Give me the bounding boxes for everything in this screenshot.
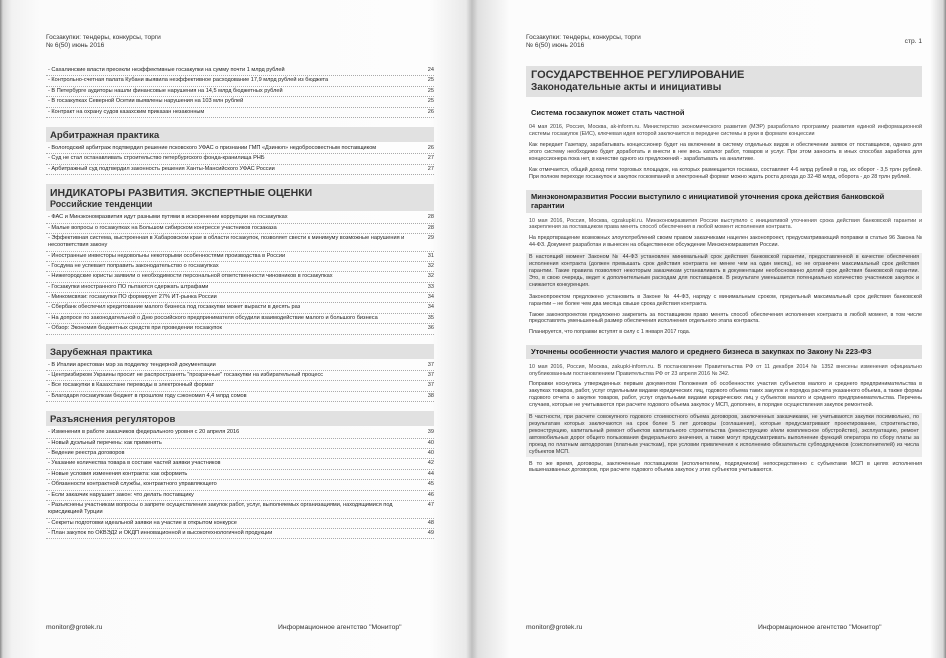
section-subtitle: Законодательные акты и инициативы [531, 82, 722, 93]
toc-item[interactable] [46, 154, 434, 164]
toc-item[interactable] [46, 234, 434, 252]
toc-item-page: 29 [427, 234, 434, 241]
toc-item-title: - Контрольно-счетная палата Кубани выявила неэффективное расходование 17,9 млрд рублей из бюджета [48, 77, 329, 84]
right-page [526, 0, 922, 658]
article-lead: 10 мая 2016, Россия, Москва, cgzakupki.ru. Минэкономразвития России выступило с инициативой уточнения срока действия банковской гарантии и закрепления за поставщиком права менять способ обеспечения в любой момент исполнения контракта. [529, 217, 922, 231]
toc-item-title: - Указание количества товара в составе частей заявки участников [48, 460, 221, 467]
toc-item-page: 39 [427, 429, 434, 436]
toc-item-title: - Госдума не успевает поправить законодательство о госзакупках [48, 262, 219, 269]
toc-item-title: - На допросе по законодательной о Дню российского предпринимателя обсудили взаимодействие малого и большого бизнеса [48, 314, 378, 321]
toc-item-page: 25 [427, 77, 434, 84]
header-title: Госзакупки: тендеры, конкурсы, торги [526, 34, 641, 41]
toc-item-title: - Иностранные инвесторы недовольны некоторыми особенностями производства в России [48, 252, 286, 259]
toc-item-title: - Новые условия изменения контракта: как оформить [48, 470, 188, 477]
article-paragraph: В настоящий момент Законом № 44-ФЗ установлен минимальный срок действия банковской гарантии, предоставленной в качестве обеспечения исполнения контракта (должен превышать срок действия контракта не менее чем на один месяц), но не ограничен максимальный срок действия гарантии. Такие правила позволяют некоторым заказчикам устанавливать в документации необоснованно долгий срок действия банковской гарантии. Это, в свою очередь, ведет к дополнительным расходам для поставщиков. В результате уменьшается потенциально количество участников закупок и снижается конкуренция. [526, 253, 922, 290]
left-footer [46, 624, 434, 631]
toc-item[interactable] [46, 272, 434, 282]
toc-section-subtitle: Российские тенденции [50, 199, 153, 210]
toc-item[interactable] [46, 491, 434, 501]
toc-item-title: - Нижегородские юристы заявили о необходимости персональной ответственности чиновников в госзакупках [48, 273, 333, 280]
toc-item[interactable] [46, 314, 434, 324]
toc-item-title: - В Италии арестован мэр за подделку тендерной документации [48, 361, 216, 368]
article-title[interactable]: Система госзакупок может стать частной [531, 108, 685, 117]
toc-item-title: - В госзакупках Северной Осетии выявлены нарушения на 103 млн рублей [48, 98, 244, 105]
toc-item-page: 37 [427, 382, 434, 389]
toc-item-title: - Разъяснены участникам вопросы о запрете осуществления закупок работ, услуг, выполняемых организациями, находящимися под юрисдикцией Турции [48, 501, 393, 516]
toc-section-title: Зарубежная практика [46, 344, 434, 359]
header-title: Госзакупки: тендеры, конкурсы, торги [46, 34, 161, 41]
toc-group [46, 344, 434, 403]
toc-item-title: - Сбербанк обеспечил кредитование малого бизнеса под госзакупки может вырасти в десять раз [48, 304, 301, 311]
toc-item-title: - Эффективная система, выстроенная в Хабаровском крае в области госзакупок, позволяет свести к минимуму возможные нарушения и несоответствия закону [48, 234, 405, 249]
toc-item-title: - Минкомсвязи: госзакупки ПО формирует 27% ИТ-рынка России [48, 294, 217, 301]
toc-item-title: - Госзакупки иностранного ПО пытаются сдержать штрафами [48, 283, 209, 290]
footer-email[interactable]: monitor@grotek.ru [46, 624, 103, 631]
toc-item-title: - Сахалинские власти пресекли неэффективные госзакупки на сумму почти 1 млрд рублей [48, 67, 285, 73]
table-of-contents [46, 66, 434, 539]
article-paragraph: Поправки коснулись утвержденных первым документом Положения об особенностях участия субъектов малого и среднего предпринимательства в закупках товаров, работ, услуг отдельными видами юридических лиц, годового объема таких закупок и порядка расчета указанного объема, а также формы годового отчета о закупке товаров, работ, услуг отдельными видами юридических лиц у субъектов малого и среднего предпринимательства. Перечень случаев, которые не учитываются при расчете годового объема закупок у МСП, дополнен, в порядке осуществления закупок ремонтной. [529, 381, 922, 409]
right-footer [526, 624, 922, 631]
toc-item-page: 28 [427, 214, 434, 221]
article-paragraph: Как передает Газетару, зарабатывать концессионер будет на включении в систему отдельных видов и обеспечении заявок от поставщиков, однако для этого систему необходимо будет доработать и внести в нее весь каталог работ, товаров и услуг. При этом заносить в иных способах заработка для концессионера пока нет, в качестве одного из предложений - зарабатывать на аналитике. [529, 142, 922, 163]
toc-item[interactable] [46, 224, 434, 234]
article-lead: 04 мая 2016, Россия, Москва, ak-inform.ru. Министерство экономического развития (МЭР) разработало программу развития единой информационной системы госзакупок (ЕИС), ключевая идея которой заключается в передаче системы в руки в формате концессии [529, 124, 922, 138]
toc-item-title: - Обзор: Экономия бюджетных средств при проведении госзакупок [48, 325, 222, 332]
toc-item-page: 26 [427, 108, 434, 115]
article-paragraph: В то же время, договоры, заключенные поставщиком (исполнителем, подрядчиком) непосредственно с субъектами МСП в целях исполнения вышеназванных договоров, при расчете годового объема закупок у этих субъектов учитываются. [529, 460, 922, 474]
toc-item-title: - Все госзакупки в Казахстане переводы в электронный формат [48, 382, 215, 389]
toc-item[interactable] [46, 293, 434, 303]
article-title[interactable]: Минэкономразвития России выступило с инициативой уточнения срока действия банковской гарантии [526, 190, 922, 213]
toc-item-page: 25 [427, 98, 434, 105]
toc-group [46, 184, 434, 335]
toc-item[interactable] [46, 480, 434, 490]
toc-item-title: - Новый дуэльный перечень: как применять [48, 439, 162, 446]
toc-item[interactable] [46, 470, 434, 480]
toc-item[interactable] [46, 144, 434, 154]
footer-org: Информационное агентство "Монитор" [278, 624, 402, 631]
toc-group [46, 66, 434, 118]
toc-item[interactable] [46, 428, 434, 438]
toc-item[interactable] [46, 459, 434, 469]
section-banner [526, 66, 922, 97]
toc-item[interactable] [46, 87, 434, 97]
toc-item-title: - Центризбирком Украины просит не распространять "прозрачные" госзакупки на избирательный процесс [48, 372, 324, 379]
toc-section-heading: ИНДИКАТОРЫ РАЗВИТИЯ. ЭКСПЕРТНЫЕ ОЦЕНКИ [50, 187, 313, 200]
toc-item-title: - Обязанности контрактной службы, контрактного управляющего [48, 481, 217, 488]
toc-item-page: 42 [427, 460, 434, 467]
header-issue: № 6(50) июнь 2016 [46, 42, 105, 50]
article [526, 106, 922, 181]
toc-item[interactable] [46, 97, 434, 107]
toc-item-page: 48 [427, 519, 434, 526]
toc-item[interactable] [46, 361, 434, 371]
toc-group [46, 411, 434, 539]
toc-item[interactable] [46, 519, 434, 529]
article-paragraph: Планируется, что поправки вступят в силу с 1 января 2017 года. [529, 329, 691, 336]
toc-item-page: 45 [427, 481, 434, 488]
article-paragraph: На предотвращение возможных злоупотреблений своим правом заказчиками нацелен законопроект, предусматривающий поправки в статью 96 Закона № 44-ФЗ. Документ разработан и вынесен на общественное обсуждение Минэкономразвития России. [529, 235, 922, 249]
article-column [526, 66, 922, 478]
toc-item[interactable] [46, 439, 434, 449]
footer-org: Информационное агентство "Монитор" [758, 624, 882, 631]
toc-item-title: - Контракт на охрану судов казахским приказан незаконным [48, 108, 205, 115]
toc-item[interactable] [46, 66, 434, 76]
toc-item-page: 36 [427, 325, 434, 332]
toc-section-title [46, 184, 434, 211]
toc-item-page: 28 [427, 224, 434, 231]
toc-item-title: - Вологодский арбитраж подтвердил решение псковского УФАС о признании ГМП «Дзинюп» недобросовестным поставщиком [48, 144, 377, 151]
toc-item-page: 38 [427, 392, 434, 399]
toc-item[interactable] [46, 449, 434, 459]
toc-item-page: 40 [427, 439, 434, 446]
left-page [46, 0, 434, 658]
toc-item-title: - Секреты подготовки идеальной заявки на участие в открытом конкурсе [48, 519, 237, 526]
toc-item-page: 49 [427, 529, 434, 536]
toc-item[interactable] [46, 303, 434, 313]
toc-item[interactable] [46, 108, 434, 118]
article-paragraph: В частности, при расчете совокупного годового стоимостного объема договоров, заключенных заказчиками, не учитываются закупки посимвольно, по результатам которых заключаются на срок более 5 лет договоры (соглашения), которые предусматривают проектирование, строительство, реконструкцию, капитальный ремонт объектов капитального строительства (реконструкцию и/или комплексное обустройство), эксплуатацию, ремонт автомобильных дорог общего пользования федерального значения, а также могут предусматривать выполнение функций оператора по сбору платы за проезд по платным автодорогам (платным участкам), при условии привлечения к исполнению обязательств субподрядчиков (соисполнителей) из числа субъектов МСП. [526, 413, 922, 456]
toc-item-page: 24 [427, 67, 434, 73]
toc-item[interactable] [46, 392, 434, 402]
toc-item[interactable] [46, 252, 434, 262]
toc-item[interactable] [46, 262, 434, 272]
toc-item-page: 25 [427, 87, 434, 94]
toc-item-page: 46 [427, 491, 434, 498]
article-paragraph: Как отмечается, общий доход пяти торговых площадок, на которых размещается госзаказ, составляет 4-6 млрд рублей в год, их оборот - 3,5 трлн рублей. При полном переходе госзакупок и закупок госкомпаний в электронный формат можно ждать роста дохода до 32-48 млрд, оборота - до 28 трлн рублей. [529, 166, 922, 180]
toc-item-title: - План закупок по ОКВЭД2 и ОКДП инновационной и высокотехнологичной продукции [48, 529, 273, 536]
toc-item[interactable] [46, 213, 434, 223]
article [526, 190, 922, 337]
toc-item-title: - В Петербурге аудиторы нашли финансовые нарушения на 14,5 млрд бюджетных рублей [48, 87, 283, 94]
toc-item-page: 44 [427, 470, 434, 477]
toc-item-page: 27 [427, 165, 434, 172]
toc-item-page: 27 [427, 155, 434, 162]
toc-item-title: - Суд не стал останавливать строительство петербургского фонда-кранилища РНБ [48, 155, 265, 162]
toc-item-page: 47 [427, 501, 434, 508]
article [526, 345, 922, 474]
header-issue: № 6(50) июнь 2016 [526, 42, 585, 50]
toc-item-page: 31 [427, 252, 434, 259]
toc-item-title: - Изменения в работе заказчиков федерального уровня с 20 апреля 2016 [48, 429, 240, 436]
toc-item[interactable] [46, 283, 434, 293]
article-paragraph: Также законопроектом предложено закрепить за поставщиком право менять способ обеспечения исполнения контракта в любой момент, в том числе предоставлять уменьшенный размер обеспечения исполнения отдельного этапа контракта. [529, 311, 922, 325]
toc-item[interactable] [46, 76, 434, 86]
toc-section-title: Разъяснения регуляторов [46, 411, 434, 426]
toc-item-page: 33 [427, 283, 434, 290]
toc-item-title: - Если заказчик нарушает закон: что делать поставщику [48, 491, 194, 498]
toc-item-page: 34 [427, 304, 434, 311]
toc-group [46, 127, 434, 175]
left-header [46, 34, 161, 51]
toc-item[interactable] [46, 501, 434, 519]
article-lead: 10 мая 2016, Россия, Москва, zakupki-inform.ru. В постановление Правительства РФ от 11 декабря 2014 № 1352 внесены изменения официально опубликованным постановлением Правительства РФ от 23 апреля 2016 № 342. [529, 363, 922, 377]
toc-item[interactable] [46, 381, 434, 391]
toc-item-page: 32 [427, 262, 434, 269]
toc-item-page: 37 [427, 361, 434, 368]
toc-section-title: Арбитражная практика [46, 127, 434, 142]
toc-item[interactable] [46, 371, 434, 381]
toc-item[interactable] [46, 324, 434, 334]
toc-item-page: 35 [427, 314, 434, 321]
toc-item-page: 26 [427, 144, 434, 151]
toc-item-page: 40 [427, 449, 434, 456]
toc-item-page: 37 [427, 372, 434, 379]
page-number: стр. 1 [904, 38, 922, 45]
toc-item[interactable] [46, 529, 434, 539]
footer-email[interactable]: monitor@grotek.ru [526, 624, 583, 631]
toc-item-page: 32 [427, 273, 434, 280]
toc-item-title: - Благодаря госзакупкам бюджет в прошлом году сэкономил 4,4 млрд сомов [48, 392, 247, 399]
section-title: ГОСУДАРСТВЕННОЕ РЕГУЛИРОВАНИЕ [531, 69, 745, 81]
toc-item-title: - Ведение реестра договоров [48, 449, 125, 456]
toc-item-page: 34 [427, 294, 434, 301]
right-header [526, 34, 641, 51]
article-title[interactable]: Уточнены особенности участия малого и среднего бизнеса в закупках по Закону № 223-ФЗ [526, 345, 922, 358]
toc-item-title: - Арбитражный суд подтвердил законность решения Ханты-Мансийского УФАС России [48, 165, 275, 172]
articles [526, 106, 922, 474]
toc-item-title: - ФАС и Минэкономразвития идут разными путями в искоренении коррупции на госзакупках [48, 214, 288, 221]
toc-item[interactable] [46, 165, 434, 175]
toc-item-title: - Малые вопросы о госзакупках на Большом сибирском конгрессе участников госзаказа [48, 224, 277, 231]
article-paragraph: Законопроектом предложено установить в Законе № 44-ФЗ, наряду с минимальным сроком, предельный максимальный срок действия банковской гарантии – не более чем два месяца свыше срока действия контракта. [529, 293, 922, 307]
